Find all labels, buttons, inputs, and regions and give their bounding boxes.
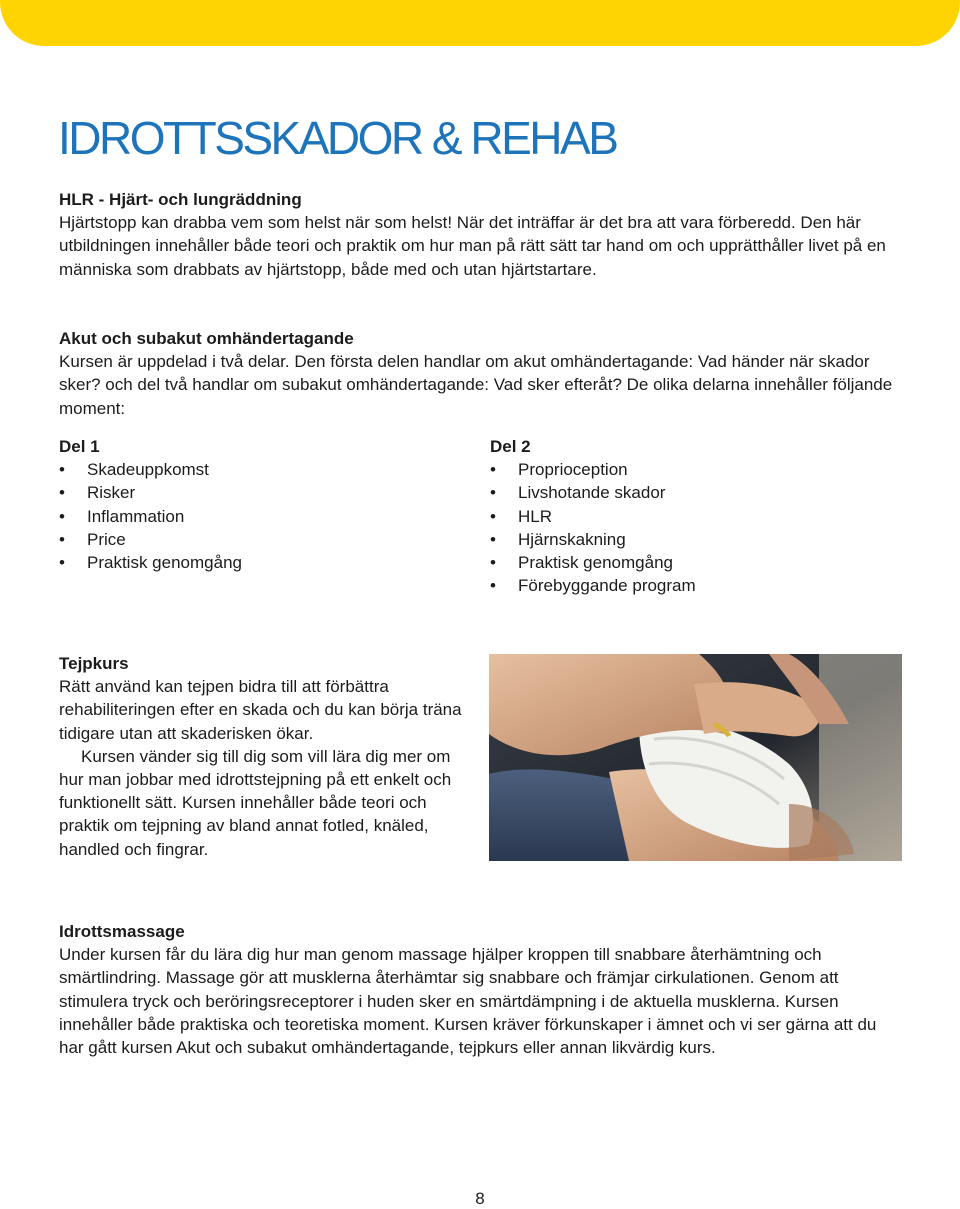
- bullet-icon: •: [490, 576, 496, 596]
- section-body-tejp-2: Kursen vänder sig till dig som vill lära dig mer om hur man jobbar med idrottstejpning på ett enkelt och funktionellt sätt. Kursen innehåller både teori och praktik om tejpning av bland annat fotled, knäled, handled och fingrar.: [59, 746, 452, 859]
- list-item: • Praktisk genomgång: [490, 551, 890, 574]
- section-heading-hlr: HLR - Hjärt- och lungräddning: [59, 190, 302, 209]
- section-heading-massage: Idrottsmassage: [59, 922, 185, 941]
- bullet-icon: •: [59, 460, 65, 480]
- bullet-icon: •: [59, 506, 65, 526]
- list-del-1: [59, 435, 439, 574]
- page-title: IDROTTSSKADOR & REHAB: [58, 112, 617, 164]
- list-item: • Livshotande skador: [490, 481, 890, 504]
- list-item: • Praktisk genomgång: [59, 551, 439, 574]
- list-item: • Förebyggande program: [490, 574, 890, 597]
- top-yellow-band: [0, 0, 960, 46]
- list-item: • Inflammation: [59, 505, 439, 528]
- bullet-icon: •: [490, 553, 496, 573]
- bullet-icon: •: [59, 483, 65, 503]
- section-heading-tejp: Tejpkurs: [59, 654, 129, 673]
- list-item: • Proprioception: [490, 458, 890, 481]
- section-hlr: [59, 188, 904, 281]
- list-item: • Hjärnskakning: [490, 528, 890, 551]
- list-item: • Skadeuppkomst: [59, 458, 439, 481]
- list-item: • HLR: [490, 505, 890, 528]
- list-heading-del-1: Del 1: [59, 437, 100, 456]
- list-item: • Risker: [59, 481, 439, 504]
- bullet-icon: •: [490, 483, 496, 503]
- bullet-icon: •: [490, 506, 496, 526]
- list-del-2: [490, 435, 890, 597]
- section-body-massage: Under kursen får du lära dig hur man genom massage hjälper kroppen till snabbare återhämtning och smärtlindring. Massage gör att musklerna återhämtar sig snabbare och främjar cirkulationen. Genom att stimulera tryck och beröringsreceptorer i huden sker en smärtdämpning i de aktuella musklerna. Kursen innehåller både praktiska och teoretiska moment. Kursen kräver förkunskaper i ämnet och vi ser gärna att du har gått kursen Akut och subakut omhändertagande, tejpkurs eller annan likvärdig kurs.: [59, 945, 877, 1058]
- bullet-icon: •: [490, 529, 496, 549]
- section-massage: [59, 920, 904, 1059]
- bullet-icon: •: [59, 553, 65, 573]
- section-heading-akut: Akut och subakut omhändertagande: [59, 329, 354, 348]
- bullet-icon: •: [490, 460, 496, 480]
- page-number: 8: [475, 1189, 485, 1208]
- list-heading-del-2: Del 2: [490, 437, 531, 456]
- section-body-akut: Kursen är uppdelad i två delar. Den första delen handlar om akut omhändertagande: Vad händer när skador sker? och del två handlar om subakut omhändertagande: Vad sker efteråt? De olika delarna innehåller följande moment:: [59, 352, 893, 418]
- section-body-tejp-1: Rätt använd kan tejpen bidra till att förbättra rehabiliteringen efter en skada och du kan börja träna tidigare utan att skaderisken ökar.: [59, 677, 462, 743]
- section-akut: [59, 327, 904, 420]
- bullet-icon: •: [59, 529, 65, 549]
- taping-photo: [489, 654, 902, 861]
- section-tejp: [59, 652, 471, 861]
- list-item: • Price: [59, 528, 439, 551]
- section-body-hlr: Hjärtstopp kan drabba vem som helst när som helst! När det inträffar är det bra att vara förberedd. Den här utbildningen innehåller både teori och praktik om hur man på rätt sätt tar hand om och upprätthåller livet på en människa som drabbats av hjärtstopp, både med och utan hjärtstartare.: [59, 213, 886, 279]
